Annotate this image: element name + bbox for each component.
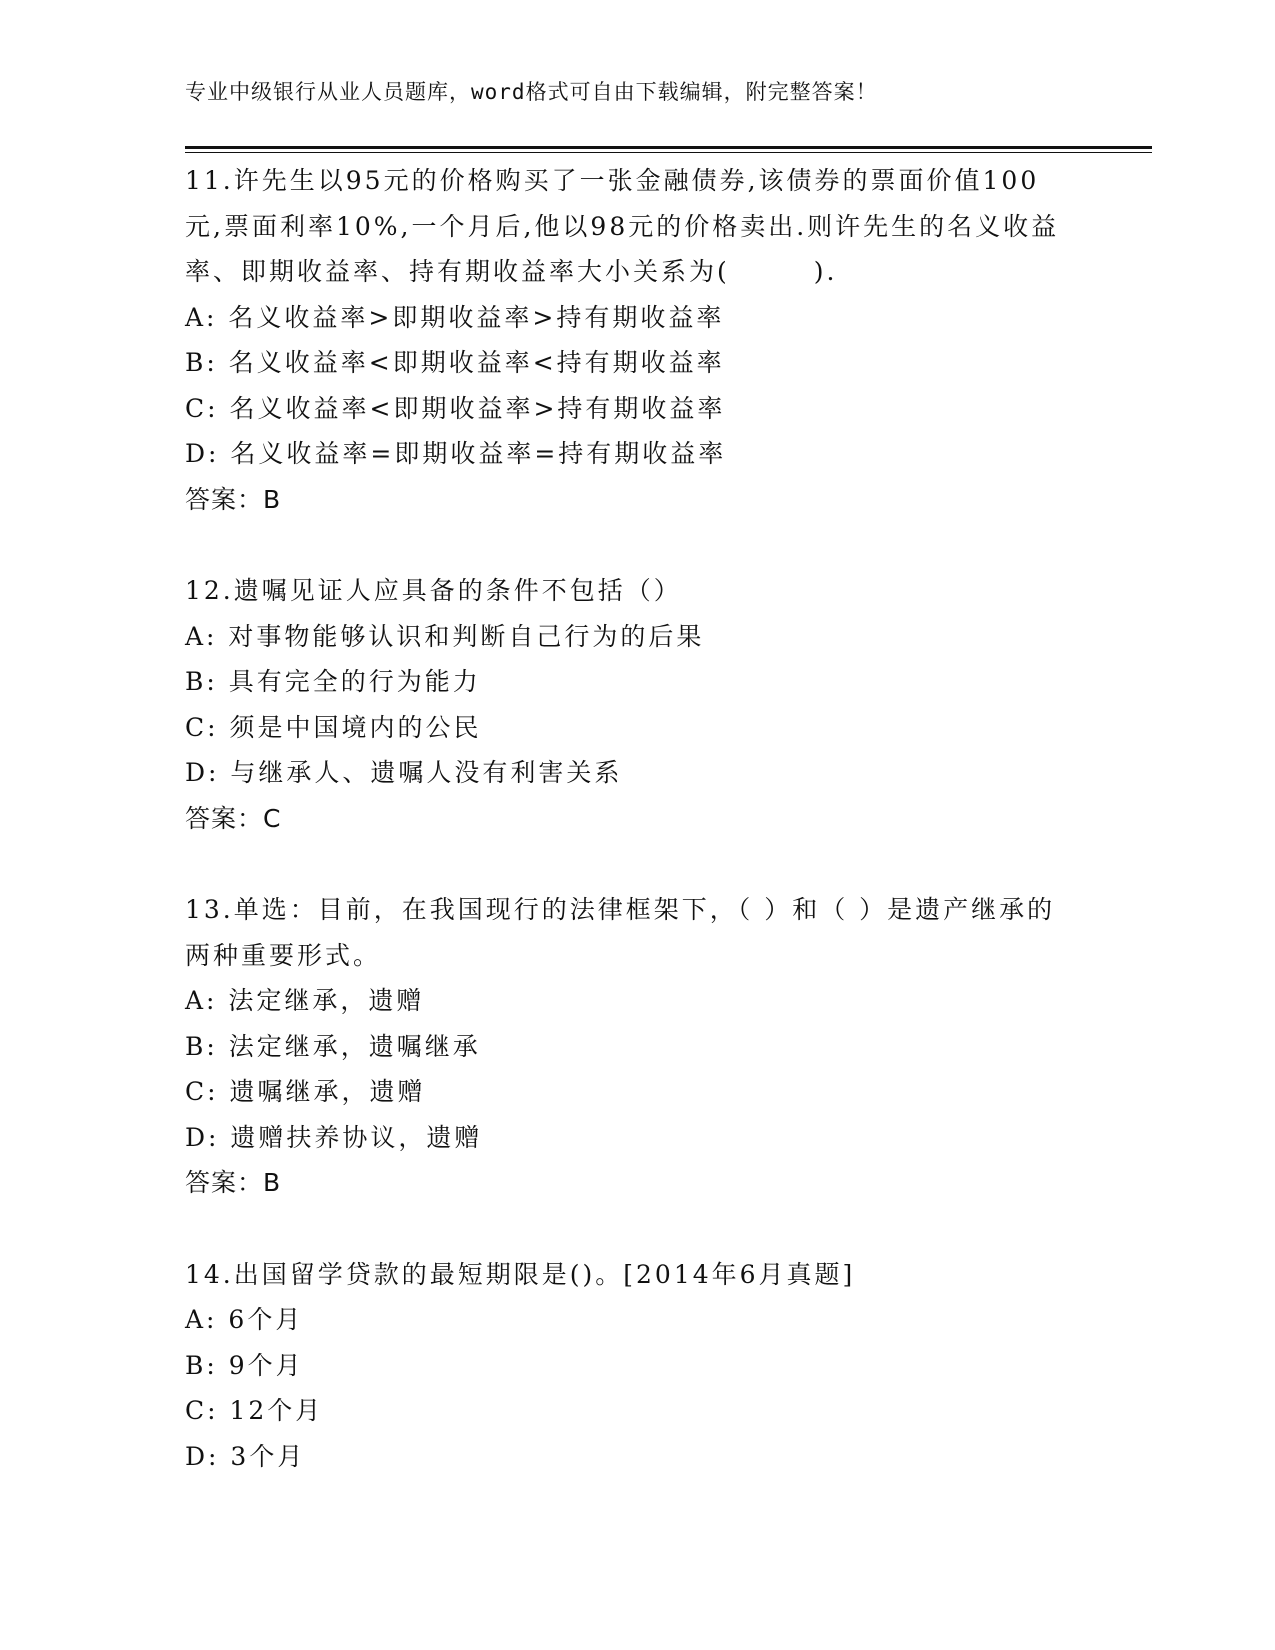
question-stem: 11.许先生以95元的价格购买了一张金融债券,该债券的票面价值100元,票面利率10%,一个月后,他以98元的价格卖出.则许先生的名义收益率、即期收益率、持有期收益率大小关系为( ). xyxy=(185,166,1060,286)
answer: 答案：B xyxy=(185,484,282,514)
option-a: A: 名义收益率>即期收益率>持有期收益率 xyxy=(185,302,725,332)
question-list xyxy=(185,158,1085,1479)
question-stem: 12.遗嘱见证人应具备的条件不包括（） xyxy=(185,576,682,605)
question-stem: 13.单选：目前，在我国现行的法律框架下，（ ）和（ ）是遗产继承的两种重要形式。 xyxy=(185,895,1056,970)
option-b: B: 法定继承，遗嘱继承 xyxy=(185,1031,481,1061)
page-header: 专业中级银行从业人员题库，word格式可自由下载编辑，附完整答案！ xyxy=(185,80,878,104)
option-b: B: 具有完全的行为能力 xyxy=(185,667,481,696)
option-a: A: 法定继承，遗赠 xyxy=(185,986,425,1015)
question-12 xyxy=(185,568,1085,841)
question-14 xyxy=(185,1252,1085,1480)
option-d: D: 名义收益率=即期收益率=持有期收益率 xyxy=(185,439,727,468)
option-b: B: 名义收益率<即期收益率<持有期收益率 xyxy=(185,348,725,377)
question-11 xyxy=(185,158,1085,522)
option-d: D: 与继承人、遗嘱人没有利害关系 xyxy=(185,758,623,787)
answer: 答案：B xyxy=(185,1168,282,1197)
option-c: C: 名义收益率<即期收益率>持有期收益率 xyxy=(185,393,726,423)
answer: 答案：C xyxy=(185,803,282,833)
option-c: C: 须是中国境内的公民 xyxy=(185,712,482,742)
option-a: A: 对事物能够认识和判断自己行为的后果 xyxy=(185,621,705,651)
option-b: B: 9个月 xyxy=(185,1350,304,1380)
option-d: D: 3个月 xyxy=(185,1441,306,1471)
option-d: D: 遗赠扶养协议，遗赠 xyxy=(185,1122,483,1152)
option-c: C: 遗嘱继承，遗赠 xyxy=(185,1077,426,1106)
question-13 xyxy=(185,887,1085,1206)
question-stem: 14.出国留学贷款的最短期限是()。[2014年6月真题] xyxy=(185,1259,856,1289)
header-rule-thin xyxy=(185,152,1152,153)
option-a: A: 6个月 xyxy=(185,1305,304,1334)
header-rule-thick xyxy=(185,146,1152,149)
option-c: C: 12个月 xyxy=(185,1396,324,1425)
